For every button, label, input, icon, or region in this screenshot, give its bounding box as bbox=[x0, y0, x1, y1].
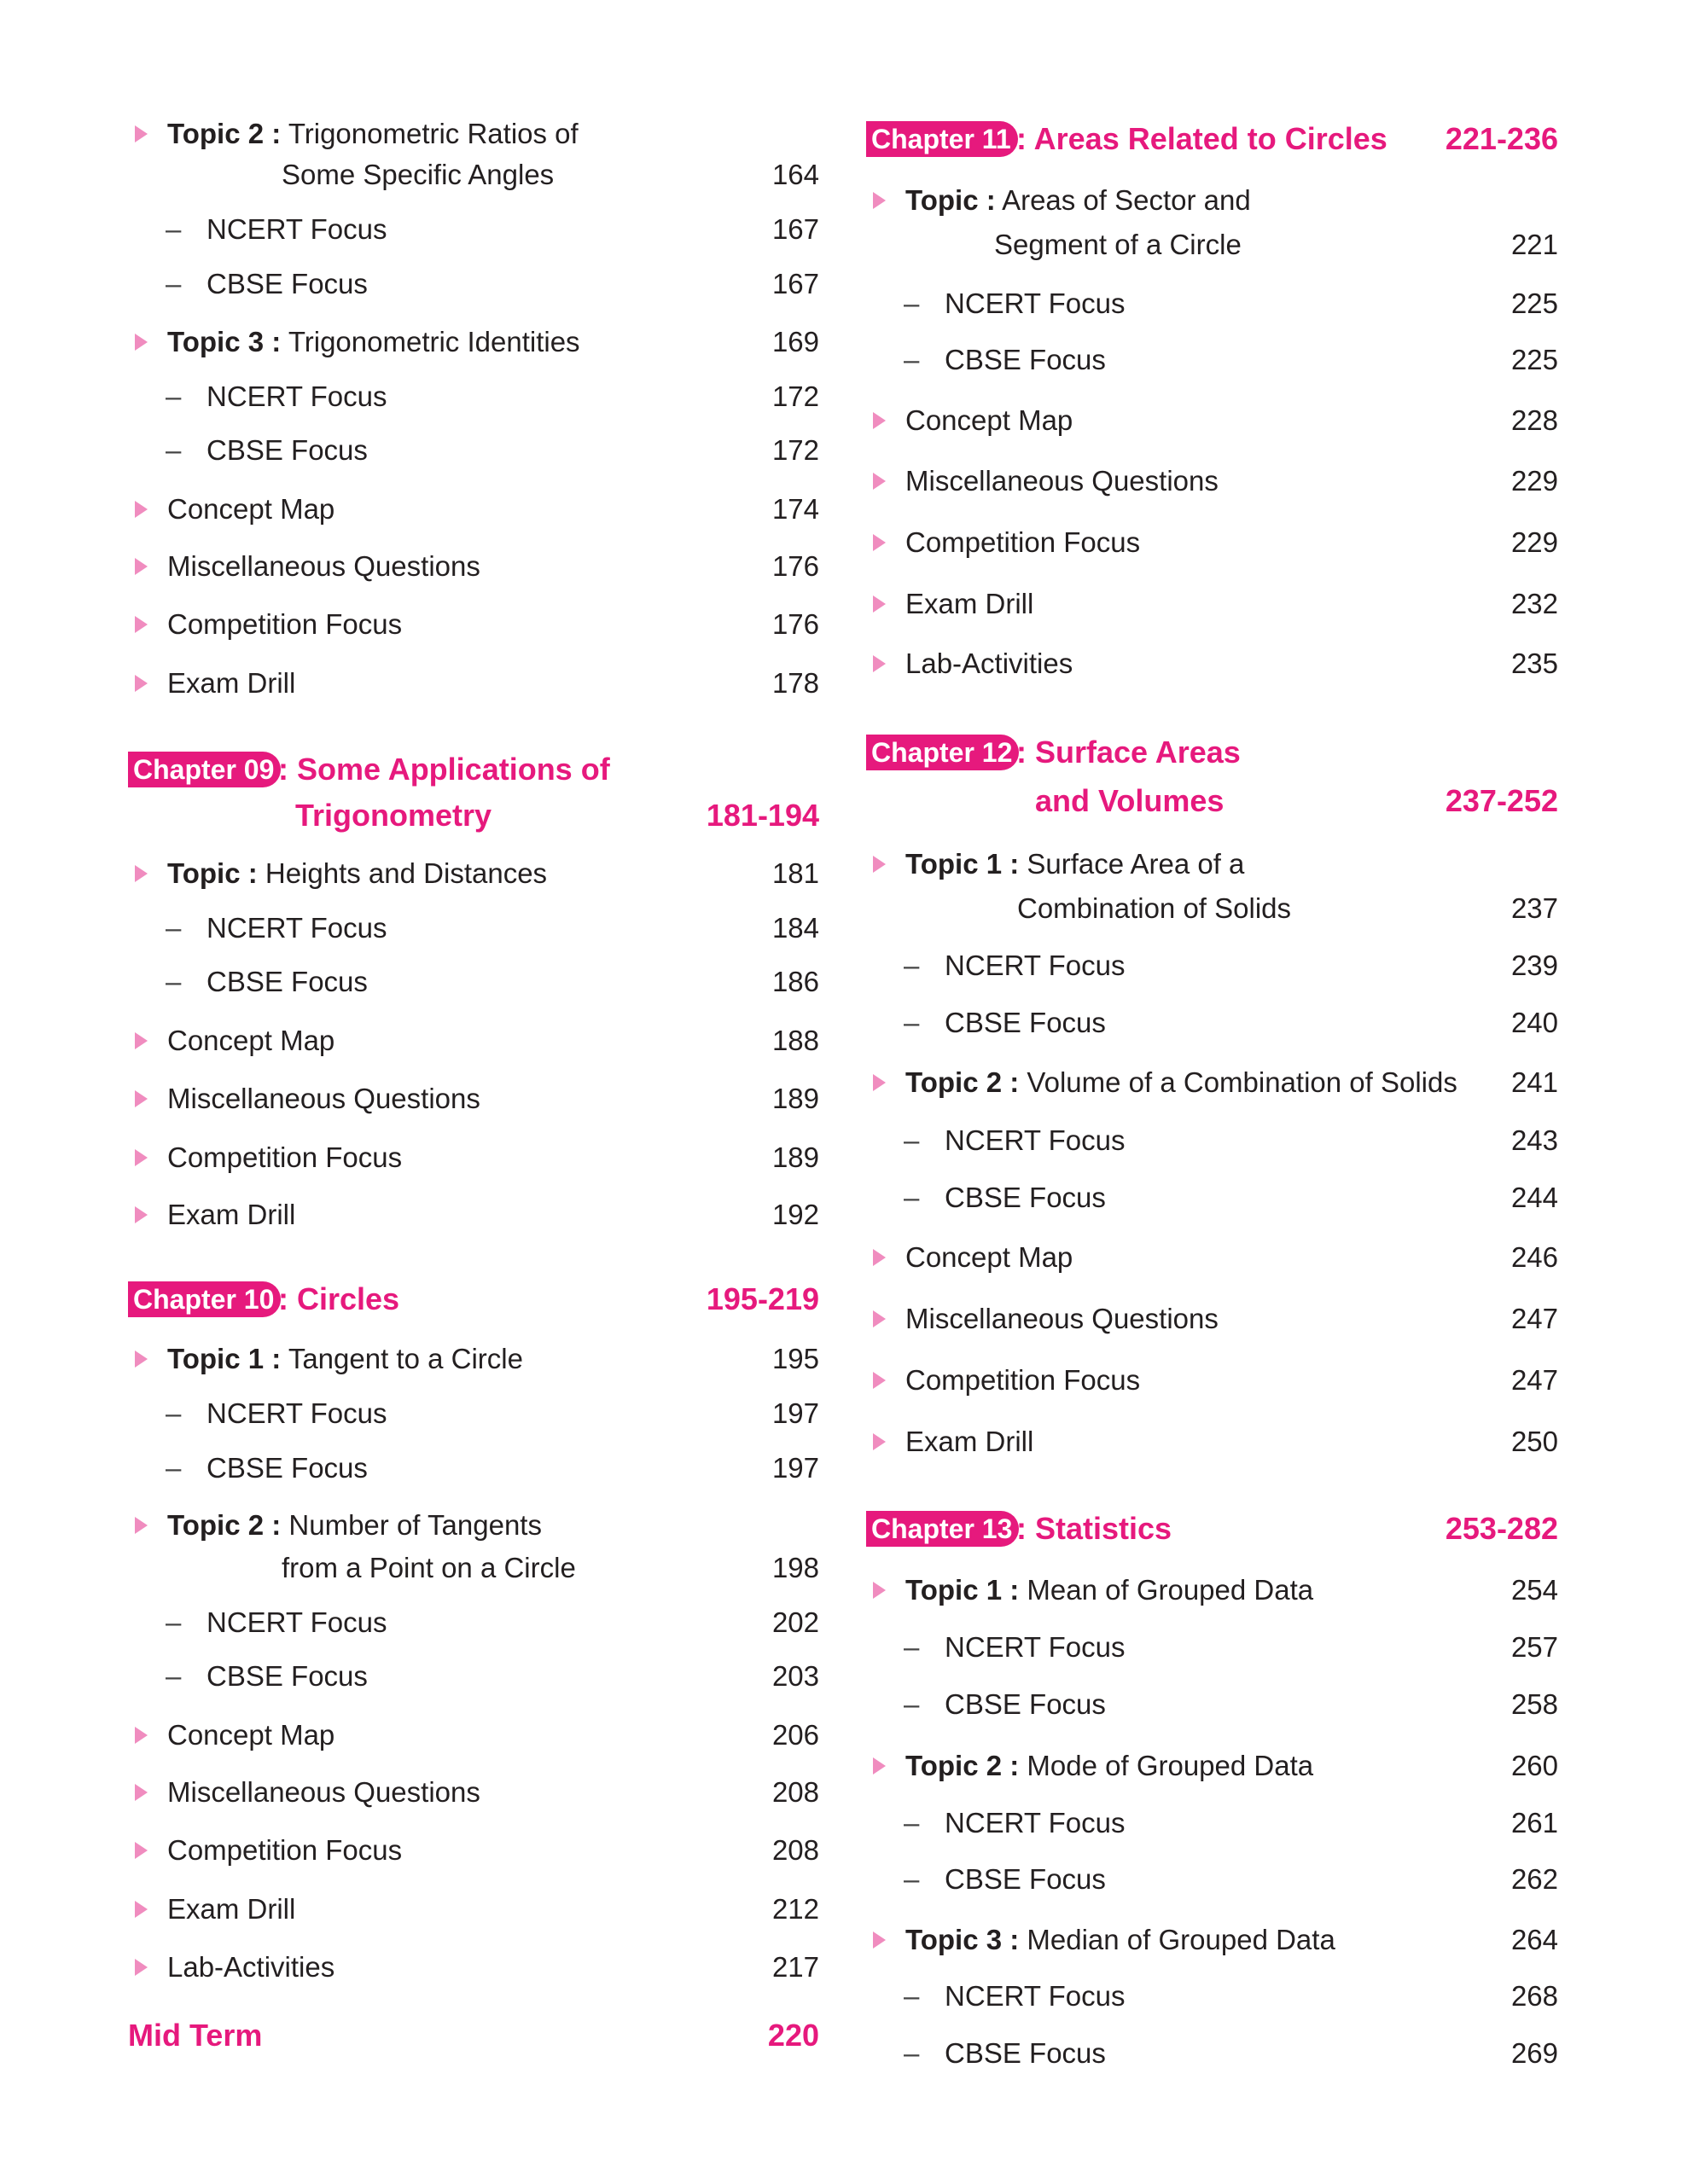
chapter-heading-cont[interactable] bbox=[128, 794, 819, 837]
item-label: NCERT Focus bbox=[945, 1124, 1126, 1156]
chapter-title: : Some Applications of bbox=[278, 752, 610, 787]
page-number: 221 bbox=[1510, 229, 1558, 260]
triangle-right-icon bbox=[135, 1206, 148, 1223]
item-label: CBSE Focus bbox=[945, 1863, 1106, 1895]
page-number: 178 bbox=[771, 667, 819, 699]
toc-subitem[interactable] bbox=[866, 285, 1558, 322]
triangle-right-icon bbox=[135, 865, 148, 882]
toc-item[interactable] bbox=[866, 524, 1558, 561]
toc-subitem[interactable] bbox=[128, 1658, 819, 1695]
toc-subitem[interactable] bbox=[128, 378, 819, 415]
toc-topic[interactable] bbox=[128, 1340, 819, 1378]
triangle-right-icon bbox=[135, 616, 148, 633]
chapter-page-range: 195-219 bbox=[706, 1281, 819, 1316]
toc-subitem[interactable] bbox=[128, 265, 819, 303]
item-label: CBSE Focus bbox=[945, 1007, 1106, 1038]
topic-title: Number of Tangents bbox=[288, 1509, 542, 1541]
toc-item[interactable] bbox=[128, 1891, 819, 1928]
page-number: 247 bbox=[1510, 1364, 1558, 1396]
toc-topic[interactable] bbox=[128, 323, 819, 361]
page-number: 167 bbox=[771, 213, 819, 245]
topic-title-cont: from a Point on a Circle bbox=[282, 1552, 576, 1583]
topic-title: Mean of Grouped Data bbox=[1027, 1574, 1314, 1606]
toc-item[interactable] bbox=[866, 462, 1558, 500]
toc-topic[interactable] bbox=[866, 1921, 1558, 1959]
item-label: CBSE Focus bbox=[945, 1688, 1106, 1720]
toc-topic[interactable] bbox=[866, 1571, 1558, 1609]
chapter-title-cont: Trigonometry bbox=[295, 798, 492, 833]
toc-item[interactable] bbox=[866, 402, 1558, 439]
triangle-right-icon bbox=[135, 1784, 148, 1801]
page-number: 206 bbox=[771, 1719, 819, 1751]
topic-title-cont: Combination of Solids bbox=[1017, 892, 1292, 924]
dash-icon: – bbox=[904, 1182, 920, 1213]
toc-subitem[interactable] bbox=[866, 1686, 1558, 1723]
toc-item[interactable] bbox=[128, 665, 819, 702]
topic-title: Median of Grouped Data bbox=[1027, 1924, 1335, 1955]
chapter-title: : Circles bbox=[278, 1281, 400, 1316]
topic-title: Heights and Distances bbox=[265, 857, 548, 889]
page-number: 174 bbox=[771, 493, 819, 525]
chapter-page-range: 221-236 bbox=[1445, 121, 1558, 156]
toc-item[interactable] bbox=[866, 1239, 1558, 1276]
page-number: 203 bbox=[771, 1660, 819, 1692]
triangle-right-icon bbox=[135, 1032, 148, 1049]
triangle-right-icon bbox=[873, 1433, 886, 1450]
triangle-right-icon bbox=[135, 334, 148, 351]
item-label: Miscellaneous Questions bbox=[905, 1303, 1219, 1334]
page-number: 197 bbox=[771, 1452, 819, 1484]
page-number: 172 bbox=[771, 380, 819, 412]
dash-icon: – bbox=[166, 213, 182, 245]
toc-item[interactable] bbox=[128, 491, 819, 528]
chapter-heading[interactable] bbox=[128, 748, 819, 791]
toc-item[interactable] bbox=[866, 1362, 1558, 1399]
page-number: 217 bbox=[771, 1951, 819, 1983]
toc-item[interactable] bbox=[128, 1832, 819, 1869]
page-number: 212 bbox=[771, 1893, 819, 1925]
item-label: Competition Focus bbox=[905, 526, 1141, 558]
toc-subitem[interactable] bbox=[866, 1861, 1558, 1898]
triangle-right-icon bbox=[135, 558, 148, 575]
item-label: Miscellaneous Questions bbox=[905, 465, 1219, 497]
item-label: Miscellaneous Questions bbox=[167, 1083, 480, 1114]
page-number: 181 bbox=[771, 857, 819, 889]
mid-term-label: Mid Term bbox=[128, 2018, 263, 2053]
page-number: 246 bbox=[1510, 1241, 1558, 1273]
toc-item[interactable] bbox=[128, 1716, 819, 1754]
toc-subitem[interactable] bbox=[128, 1449, 819, 1487]
item-label: Lab-Activities bbox=[905, 648, 1073, 679]
page-number: 235 bbox=[1510, 648, 1558, 679]
dash-icon: – bbox=[904, 344, 920, 375]
item-label: NCERT Focus bbox=[945, 950, 1126, 981]
page-number: 260 bbox=[1510, 1750, 1558, 1781]
item-label: Concept Map bbox=[905, 1241, 1073, 1273]
topic-title-cont: Some Specific Angles bbox=[282, 159, 555, 190]
dash-icon: – bbox=[904, 1980, 920, 2012]
toc-subitem[interactable] bbox=[866, 947, 1558, 985]
item-label: CBSE Focus bbox=[945, 2037, 1106, 2069]
triangle-right-icon bbox=[873, 192, 886, 209]
toc-subitem[interactable] bbox=[128, 1395, 819, 1432]
chapter-heading[interactable] bbox=[866, 1507, 1558, 1550]
triangle-right-icon bbox=[135, 1090, 148, 1107]
item-label: Miscellaneous Questions bbox=[167, 1776, 480, 1808]
chapter-title: : Statistics bbox=[1016, 1511, 1172, 1546]
triangle-right-icon bbox=[873, 534, 886, 551]
page-number: 176 bbox=[771, 550, 819, 582]
toc-item[interactable] bbox=[128, 1080, 819, 1118]
toc-topic-cont[interactable] bbox=[128, 1549, 819, 1587]
toc-topic[interactable] bbox=[866, 845, 1558, 883]
topic-label: Topic : bbox=[167, 857, 258, 889]
item-label: NCERT Focus bbox=[207, 1606, 387, 1638]
dash-icon: – bbox=[166, 912, 182, 944]
dash-icon: – bbox=[904, 2037, 920, 2069]
toc-subitem[interactable] bbox=[128, 909, 819, 947]
item-label: Exam Drill bbox=[167, 1893, 296, 1925]
triangle-right-icon bbox=[873, 1757, 886, 1774]
dash-icon: – bbox=[166, 966, 182, 997]
item-label: Exam Drill bbox=[905, 1426, 1034, 1457]
toc-item[interactable] bbox=[128, 1774, 819, 1811]
item-label: Competition Focus bbox=[167, 608, 403, 640]
dash-icon: – bbox=[166, 380, 182, 412]
item-label: Exam Drill bbox=[905, 588, 1034, 619]
triangle-right-icon bbox=[873, 595, 886, 613]
topic-label: Topic 2 : bbox=[905, 1066, 1020, 1098]
page-number: 269 bbox=[1510, 2037, 1558, 2069]
page-number: 258 bbox=[1510, 1688, 1558, 1720]
toc-subitem[interactable] bbox=[866, 1629, 1558, 1666]
item-label: CBSE Focus bbox=[207, 1660, 368, 1692]
topic-title: Areas of Sector and bbox=[1002, 184, 1251, 216]
page-number: 164 bbox=[771, 159, 819, 190]
triangle-right-icon bbox=[873, 1074, 886, 1091]
toc-topic[interactable] bbox=[866, 182, 1558, 219]
item-label: CBSE Focus bbox=[207, 434, 368, 466]
triangle-right-icon bbox=[135, 675, 148, 692]
toc-item[interactable] bbox=[866, 585, 1558, 623]
item-label: NCERT Focus bbox=[207, 380, 387, 412]
chapter-title: : Areas Related to Circles bbox=[1016, 121, 1387, 156]
triangle-right-icon bbox=[873, 856, 886, 873]
item-label: NCERT Focus bbox=[207, 1397, 387, 1429]
item-label: NCERT Focus bbox=[945, 1631, 1126, 1663]
page-number: 208 bbox=[771, 1776, 819, 1808]
topic-title: Tangent to a Circle bbox=[288, 1343, 523, 1374]
toc-topic[interactable] bbox=[866, 1064, 1558, 1101]
triangle-right-icon bbox=[135, 1727, 148, 1744]
toc-item[interactable] bbox=[128, 1949, 819, 1986]
page-number: 261 bbox=[1510, 1807, 1558, 1838]
item-label: Concept Map bbox=[167, 493, 335, 525]
triangle-right-icon bbox=[135, 1959, 148, 1976]
topic-title: Volume of a Combination of Solids bbox=[1027, 1066, 1457, 1098]
triangle-right-icon bbox=[873, 655, 886, 672]
topic-title: Trigonometric Ratios of bbox=[288, 118, 579, 149]
page-number: 232 bbox=[1510, 588, 1558, 619]
page-number: 243 bbox=[1510, 1124, 1558, 1156]
toc-topic[interactable] bbox=[128, 115, 819, 153]
page-number: 202 bbox=[771, 1606, 819, 1638]
item-label: CBSE Focus bbox=[207, 268, 368, 299]
page-number: 189 bbox=[771, 1083, 819, 1114]
toc-subitem[interactable] bbox=[866, 1004, 1558, 1042]
page-number: 262 bbox=[1510, 1863, 1558, 1895]
topic-title: Surface Area of a bbox=[1027, 848, 1245, 880]
page-number: 208 bbox=[771, 1834, 819, 1866]
page-number: 167 bbox=[771, 268, 819, 299]
page-number: 254 bbox=[1510, 1574, 1558, 1606]
dash-icon: – bbox=[904, 950, 920, 981]
toc-subitem[interactable] bbox=[128, 432, 819, 469]
chapter-badge: Chapter 09 bbox=[128, 752, 281, 787]
dash-icon: – bbox=[166, 1397, 182, 1429]
topic-title: Trigonometric Identities bbox=[288, 326, 580, 357]
toc-item[interactable] bbox=[866, 1423, 1558, 1461]
toc-item[interactable] bbox=[866, 645, 1558, 682]
toc-subitem[interactable] bbox=[866, 341, 1558, 379]
page-number: 225 bbox=[1510, 344, 1558, 375]
triangle-right-icon bbox=[873, 1249, 886, 1266]
triangle-right-icon bbox=[873, 1310, 886, 1327]
page-number: 172 bbox=[771, 434, 819, 466]
page-number: 195 bbox=[771, 1343, 819, 1374]
chapter-badge: Chapter 11 bbox=[866, 121, 1018, 157]
topic-label: Topic 2 : bbox=[167, 1509, 282, 1541]
toc-subitem[interactable] bbox=[128, 963, 819, 1001]
toc-item[interactable] bbox=[866, 1300, 1558, 1338]
toc-topic-cont[interactable] bbox=[128, 156, 819, 194]
item-label: NCERT Focus bbox=[945, 1807, 1126, 1838]
item-label: Concept Map bbox=[905, 404, 1073, 436]
topic-label: Topic 2 : bbox=[905, 1750, 1020, 1781]
dash-icon: – bbox=[904, 288, 920, 319]
chapter-badge: Chapter 10 bbox=[128, 1281, 281, 1317]
page-number: 188 bbox=[771, 1025, 819, 1056]
toc-item[interactable] bbox=[128, 606, 819, 643]
toc-subitem[interactable] bbox=[128, 1604, 819, 1641]
mid-term-entry[interactable] bbox=[128, 2017, 819, 2054]
page-number: 169 bbox=[771, 326, 819, 357]
triangle-right-icon bbox=[873, 473, 886, 490]
chapter-heading[interactable] bbox=[128, 1278, 819, 1321]
topic-label: Topic 3 : bbox=[905, 1924, 1020, 1955]
page-number: 268 bbox=[1510, 1980, 1558, 2012]
item-label: CBSE Focus bbox=[207, 1452, 368, 1484]
dash-icon: – bbox=[904, 1807, 920, 1838]
item-label: NCERT Focus bbox=[207, 912, 387, 944]
page-number: 241 bbox=[1510, 1066, 1558, 1098]
topic-label: Topic 2 : bbox=[167, 118, 282, 149]
page-number: 176 bbox=[771, 608, 819, 640]
chapter-heading[interactable] bbox=[866, 731, 1558, 774]
page-number: 198 bbox=[771, 1552, 819, 1583]
triangle-right-icon bbox=[135, 1901, 148, 1918]
chapter-heading-cont[interactable] bbox=[866, 780, 1558, 822]
dash-icon: – bbox=[904, 1631, 920, 1663]
triangle-right-icon bbox=[873, 1931, 886, 1949]
item-label: CBSE Focus bbox=[945, 344, 1106, 375]
item-label: Concept Map bbox=[167, 1719, 335, 1751]
triangle-right-icon bbox=[135, 1517, 148, 1534]
item-label: Competition Focus bbox=[167, 1834, 403, 1866]
toc-subitem[interactable] bbox=[866, 1179, 1558, 1217]
page-number: 237 bbox=[1510, 892, 1558, 924]
topic-label: Topic 1 : bbox=[905, 1574, 1020, 1606]
triangle-right-icon bbox=[135, 125, 148, 142]
page-number: 184 bbox=[771, 912, 819, 944]
page-number: 197 bbox=[771, 1397, 819, 1429]
chapter-badge: Chapter 13 bbox=[866, 1511, 1019, 1547]
triangle-right-icon bbox=[135, 1842, 148, 1859]
chapter-title-cont: and Volumes bbox=[1035, 783, 1225, 818]
item-label: NCERT Focus bbox=[207, 213, 387, 245]
toc-item[interactable] bbox=[128, 1139, 819, 1176]
topic-label: Topic : bbox=[905, 184, 996, 216]
toc-topic[interactable] bbox=[128, 1507, 819, 1544]
topic-title: Mode of Grouped Data bbox=[1027, 1750, 1314, 1781]
toc-subitem[interactable] bbox=[128, 211, 819, 248]
item-label: Competition Focus bbox=[905, 1364, 1141, 1396]
item-label: Miscellaneous Questions bbox=[167, 550, 480, 582]
toc-topic[interactable] bbox=[128, 855, 819, 892]
item-label: Exam Drill bbox=[167, 667, 296, 699]
item-label: NCERT Focus bbox=[945, 288, 1126, 319]
toc-subitem[interactable] bbox=[866, 1978, 1558, 2015]
item-label: NCERT Focus bbox=[945, 1980, 1126, 2012]
chapter-page-range: 253-282 bbox=[1445, 1511, 1558, 1546]
chapter-badge: Chapter 12 bbox=[866, 735, 1019, 770]
dash-icon: – bbox=[166, 268, 182, 299]
chapter-heading[interactable] bbox=[866, 118, 1558, 160]
triangle-right-icon bbox=[135, 501, 148, 518]
page-number: 244 bbox=[1510, 1182, 1558, 1213]
item-label: CBSE Focus bbox=[945, 1182, 1106, 1213]
topic-label: Topic 1 : bbox=[905, 848, 1020, 880]
dash-icon: – bbox=[166, 434, 182, 466]
page-number: 229 bbox=[1510, 465, 1558, 497]
page-number: 192 bbox=[771, 1199, 819, 1230]
topic-label: Topic 3 : bbox=[167, 326, 282, 357]
dash-icon: – bbox=[904, 1863, 920, 1895]
page-number: 247 bbox=[1510, 1303, 1558, 1334]
page-number: 257 bbox=[1510, 1631, 1558, 1663]
page-number: 220 bbox=[767, 2018, 819, 2053]
toc-topic-cont[interactable] bbox=[866, 226, 1558, 264]
page-number: 225 bbox=[1510, 288, 1558, 319]
item-label: Concept Map bbox=[167, 1025, 335, 1056]
toc-topic-cont[interactable] bbox=[866, 890, 1558, 927]
page-number: 228 bbox=[1510, 404, 1558, 436]
item-label: CBSE Focus bbox=[207, 966, 368, 997]
toc-subitem[interactable] bbox=[866, 2035, 1558, 2072]
chapter-page-range: 237-252 bbox=[1445, 783, 1558, 818]
page-number: 186 bbox=[771, 966, 819, 997]
chapter-title: : Surface Areas bbox=[1016, 735, 1241, 770]
topic-title-cont: Segment of a Circle bbox=[994, 229, 1242, 260]
triangle-right-icon bbox=[873, 1582, 886, 1599]
page-number: 240 bbox=[1510, 1007, 1558, 1038]
topic-label: Topic 1 : bbox=[167, 1343, 282, 1374]
page-number: 229 bbox=[1510, 526, 1558, 558]
dash-icon: – bbox=[904, 1007, 920, 1038]
toc-item[interactable] bbox=[128, 1022, 819, 1060]
page-number: 239 bbox=[1510, 950, 1558, 981]
toc-item[interactable] bbox=[128, 1196, 819, 1234]
dash-icon: – bbox=[166, 1452, 182, 1484]
page-number: 264 bbox=[1510, 1924, 1558, 1955]
triangle-right-icon bbox=[873, 1372, 886, 1389]
triangle-right-icon bbox=[135, 1149, 148, 1166]
toc-subitem[interactable] bbox=[866, 1804, 1558, 1842]
chapter-page-range: 181-194 bbox=[706, 798, 819, 833]
toc-item[interactable] bbox=[128, 548, 819, 585]
toc-topic[interactable] bbox=[866, 1747, 1558, 1785]
triangle-right-icon bbox=[135, 1350, 148, 1368]
page-number: 189 bbox=[771, 1141, 819, 1173]
item-label: Lab-Activities bbox=[167, 1951, 335, 1983]
item-label: Competition Focus bbox=[167, 1141, 403, 1173]
page-number: 250 bbox=[1510, 1426, 1558, 1457]
toc-subitem[interactable] bbox=[866, 1122, 1558, 1159]
dash-icon: – bbox=[166, 1606, 182, 1638]
dash-icon: – bbox=[166, 1660, 182, 1692]
item-label: Exam Drill bbox=[167, 1199, 296, 1230]
dash-icon: – bbox=[904, 1688, 920, 1720]
dash-icon: – bbox=[904, 1124, 920, 1156]
triangle-right-icon bbox=[873, 412, 886, 429]
